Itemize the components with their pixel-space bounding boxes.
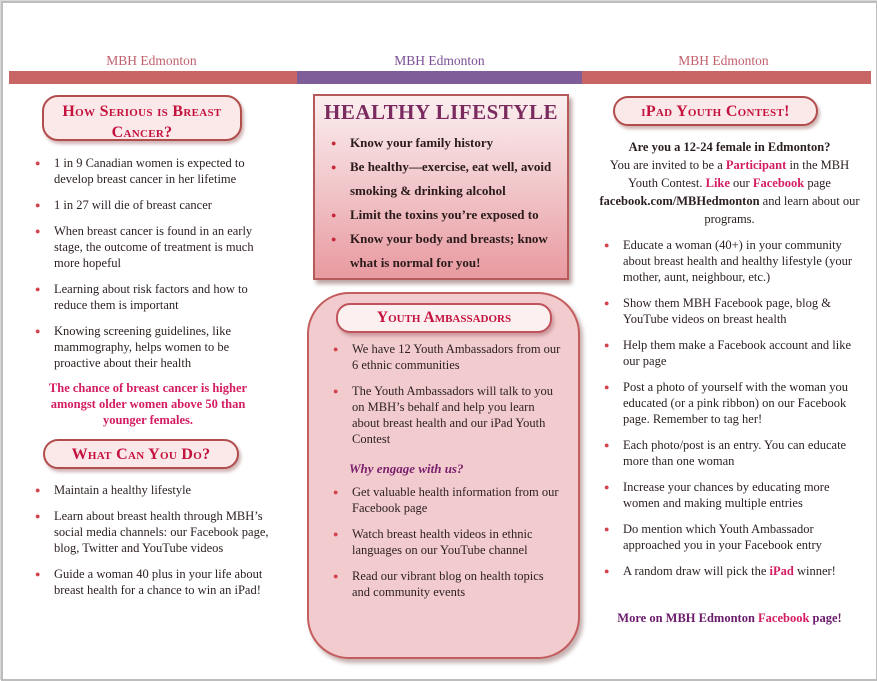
list-item: ● Educate a woman (40+) in your community about breast health and healthy lifestyle (your mother, aunt, neighbour, etc.) xyxy=(597,237,857,285)
youth-ambassadors-list xyxy=(326,341,561,457)
intro-text: in the MBH Youth Contest. xyxy=(628,158,850,190)
why-engage-list xyxy=(326,484,561,610)
facebook-url[interactable]: facebook.com/MBHedmonton xyxy=(599,194,760,208)
healthy-lifestyle-box xyxy=(313,94,569,280)
last-item-text: winner! xyxy=(793,564,836,578)
list-item: ● Help them make a Facebook account and like our page xyxy=(597,337,857,369)
intro-text: our xyxy=(729,176,753,190)
list-item xyxy=(597,563,857,579)
list-item: ● Learn about breast health through MBH’s social media channels: our Facebook page, blog, Twitter and YouTube videos xyxy=(28,508,278,556)
list-item: ● 1 in 9 Canadian women is expected to develop breast cancer in her lifetime xyxy=(28,155,278,187)
what-can-you-do-list xyxy=(28,482,278,608)
healthy-lifestyle-list xyxy=(315,131,567,275)
list-item: ● Do mention which Youth Ambassador approached you in your Facebook entry xyxy=(597,521,857,553)
ipad-highlight: iPad xyxy=(769,564,794,578)
list-item: ● Know your family history xyxy=(325,131,567,155)
how-serious-list xyxy=(28,155,278,381)
list-item: ● When breast cancer is found in an early stage, the outcome of treatment is much more hopeful xyxy=(28,223,278,271)
chance-note: The chance of breast cancer is higher amongst older women above 50 than younger females. xyxy=(48,381,248,427)
list-item: ● Show them MBH Facebook page, blog & YouTube videos on breast health xyxy=(597,295,857,327)
list-item: ● Watch breast health videos in ethnic languages on our YouTube channel xyxy=(326,526,561,558)
list-item: ● The Youth Ambassadors will talk to you on MBH’s behalf and help you learn about breast health and our iPad Youth Contest xyxy=(326,383,561,447)
facebook-highlight: Facebook xyxy=(752,176,805,190)
header-bar-left xyxy=(9,71,297,84)
list-item: ● Knowing screening guidelines, like mammography, helps women to be proactive about their health xyxy=(28,323,278,371)
what-can-you-do-title: What Can You Do? xyxy=(43,439,239,469)
list-item: ● Each photo/post is an entry. You can educate more than one woman xyxy=(597,437,857,469)
like-highlight: Like xyxy=(705,176,730,190)
list-item: ● Increase your chances by educating more women and making multiple entries xyxy=(597,479,857,511)
list-item: ● Post a photo of yourself with the woman you educated (or a pink ribbon) on our Facebook page. Remember to tag her! xyxy=(597,379,857,427)
final-facebook-highlight: Facebook xyxy=(758,611,810,625)
list-item: ● Maintain a healthy lifestyle xyxy=(28,482,278,498)
contest-intro xyxy=(597,138,862,228)
list-item: ● Learning about risk factors and how to reduce them is important xyxy=(28,281,278,313)
header-bar-middle xyxy=(297,71,582,84)
list-item: ● Read our vibrant blog on health topics and community events xyxy=(326,568,561,600)
header-right: MBH Edmonton xyxy=(678,53,769,68)
list-item: ● 1 in 27 will die of breast cancer xyxy=(28,197,278,213)
youth-ambassadors-title: Youth Ambassadors xyxy=(336,303,552,333)
ipad-contest-title: iPad Youth Contest! xyxy=(613,96,818,126)
list-item: ● Get valuable health information from our Facebook page xyxy=(326,484,561,516)
list-item: ● Guide a woman 40 plus in your life about breast health for a chance to win an iPad! xyxy=(28,566,278,598)
list-item: ● Be healthy—exercise, eat well, avoid smoking & drinking alcohol xyxy=(325,155,567,203)
list-item: ● We have 12 Youth Ambassadors from our 6 ethnic communities xyxy=(326,341,561,373)
last-item-text: A random draw will pick the xyxy=(623,564,770,578)
list-item: ● Limit the toxins you’re exposed to xyxy=(325,203,567,227)
more-on-facebook xyxy=(597,611,862,626)
intro-text: page xyxy=(804,176,831,190)
intro-text: and learn about our programs. xyxy=(704,194,860,226)
participant-highlight: Participant xyxy=(725,158,787,172)
header-bar-right xyxy=(582,71,871,84)
list-item: ● Know your body and breasts; know what is normal for you! xyxy=(325,227,567,275)
final-text: page! xyxy=(809,611,842,625)
how-serious-title: How Serious is Breast Cancer? xyxy=(42,95,242,141)
final-text: More on MBH Edmonton xyxy=(617,611,759,625)
contest-steps-list xyxy=(597,237,857,589)
why-engage-heading: Why engage with us? xyxy=(349,461,464,476)
contest-question: Are you a 12-24 female in Edmonton? xyxy=(628,140,831,154)
intro-text: You are invited to be a xyxy=(609,158,726,172)
header-left: MBH Edmonton xyxy=(106,53,197,68)
header-middle: MBH Edmonton xyxy=(394,53,485,68)
healthy-lifestyle-title: HEALTHY LIFESTYLE xyxy=(324,100,558,124)
